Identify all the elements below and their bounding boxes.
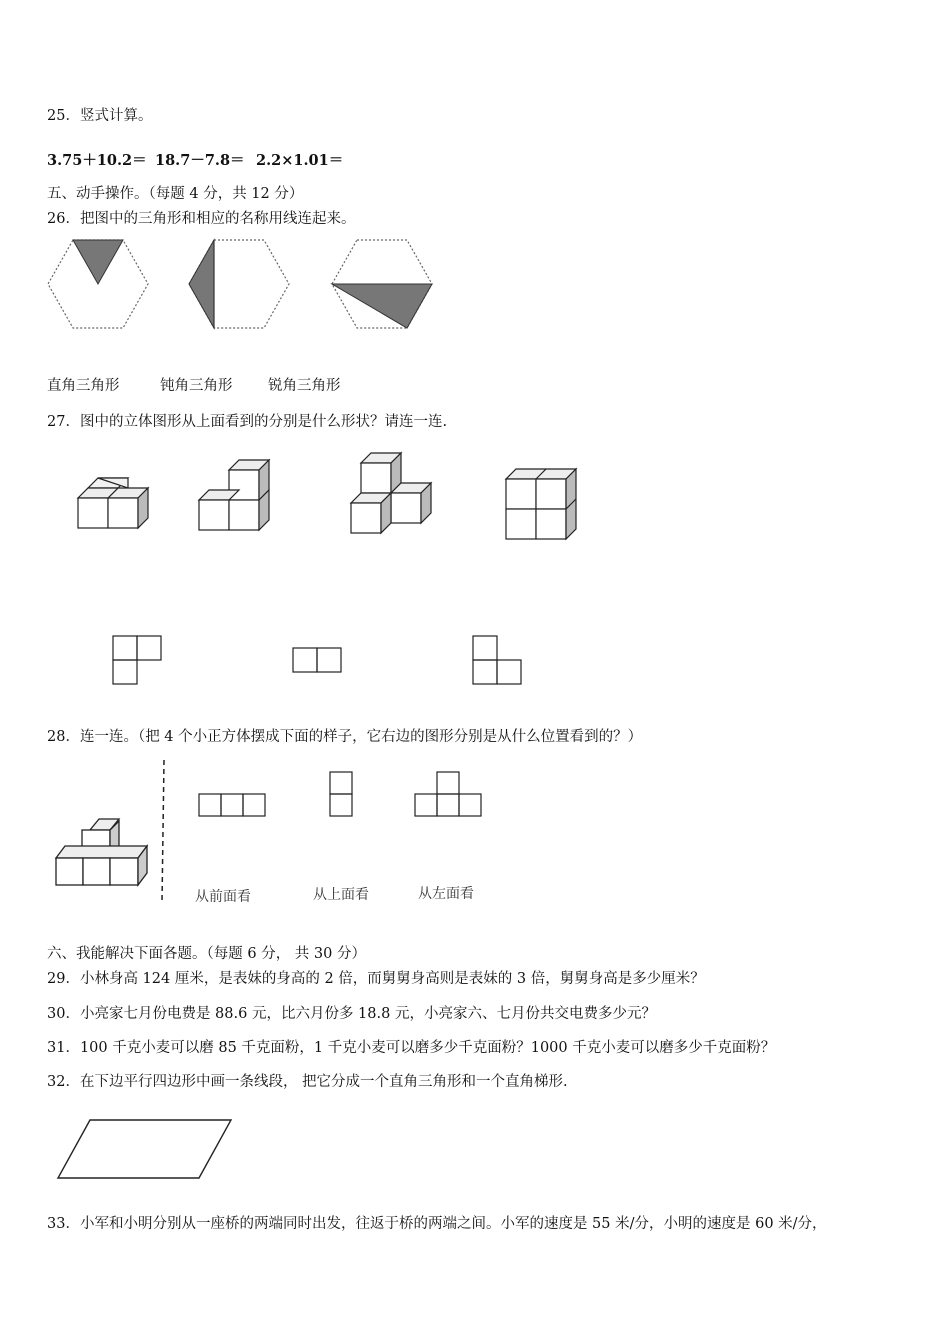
view-label-front: 从前面看 [195, 889, 251, 905]
q31-text: 31．100 千克小麦可以磨 85 千克面粉，1 千克小麦可以磨多少千克面粉？1000 千克小麦可以磨多少千克面粉？ [47, 1040, 776, 1056]
q25-expr-1: 3.75＋10.2＝ [47, 152, 147, 169]
q26-title: 26．把图中的三角形和相应的名称用线连起来。 [47, 211, 356, 227]
view-label-left: 从左面看 [418, 886, 474, 902]
q33-text: 33．小军和小明分别从一座桥的两端同时出发，往返于桥的两端之间。小军的速度是 55 米/分，小明的速度是 60 米/分， [47, 1216, 827, 1232]
section6-title: 六、我能解决下面各题。（每题 6 分， 共 30 分） [47, 946, 366, 962]
q25-title: 25．竖式计算。 [47, 108, 153, 124]
q27-title: 27．图中的立体图形从上面看到的分别是什么形状？请连一连. [47, 414, 448, 430]
q26-name-3: 锐角三角形 [268, 378, 341, 394]
q25-expr-2: 18.7－7.8＝ [155, 152, 245, 169]
q32-text: 32．在下边平行四边形中画一条线段， 把它分成一个直角三角形和一个直角梯形. [47, 1074, 568, 1090]
q25-expr-3: 2.2×1.01＝ [256, 152, 344, 169]
view-label-top: 从上面看 [313, 887, 369, 903]
q29-text: 29．小林身高 124 厘米，是表妹的身高的 2 倍，而舅舅身高则是表妹的 3 倍，舅舅身高是多少厘米？ [47, 971, 705, 987]
q28-title: 28．连一连。（把 4 个小正方体摆成下面的样子，它右边的图形分别是从什么位置看到的？） [47, 729, 643, 745]
q30-text: 30．小亮家七月份电费是 88.6 元，比六月份多 18.8 元，小亮家六、七月份共交电费多少元？ [47, 1006, 656, 1022]
section5-title: 五、动手操作。（每题 4 分，共 12 分） [47, 186, 304, 202]
q26-name-2: 钝角三角形 [160, 378, 233, 394]
q26-name-1: 直角三角形 [47, 378, 120, 394]
